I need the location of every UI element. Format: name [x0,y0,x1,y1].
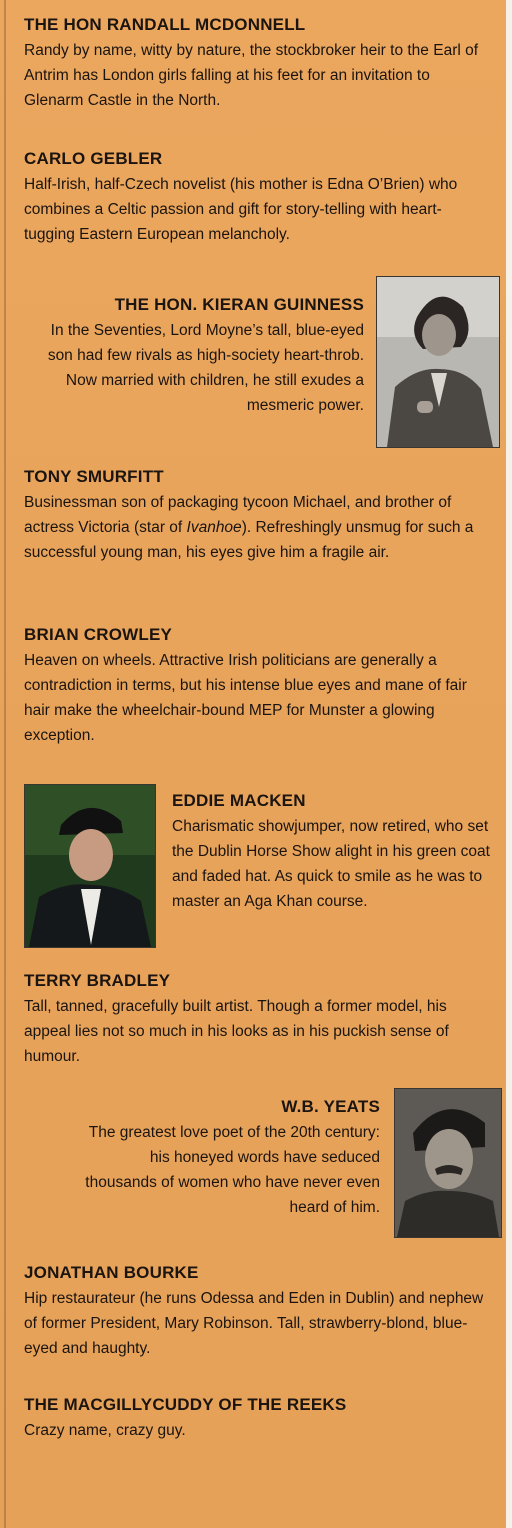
entry-blurb: The greatest love poet of the 20th century: his honeyed words have seduced thousands of women who have never even heard of him. [85,1124,380,1216]
page-margin [506,0,512,1528]
entry-name: TONY SMURFITT [24,467,164,486]
photo-eddie-macken [24,784,156,948]
portrait-image [377,277,499,447]
blurb-text: ). Refreshingly unsmug for such a successful young man, his eyes give him a fragile air. [24,519,474,561]
entry-name: THE HON RANDALL MCDONNELL [24,15,306,34]
portrait-image [25,785,155,947]
entry-macgillycuddy [24,1394,490,1443]
entry-blurb: Randy by name, witty by nature, the stockbroker heir to the Earl of Antrim has London girls falling at his feet for an invitation to Glenarm Castle in the North. [24,42,479,109]
entry-jonathan-bourke [24,1262,496,1361]
entry-eddie-macken [172,790,498,914]
entry-blurb: Half-Irish, half-Czech novelist (his mother is Edna O’Brien) who combines a Celtic passion and gift for story-telling with heart-tugging Eastern European melancholy. [24,176,458,243]
entry-blurb: Hip restaurateur (he runs Odessa and Eden in Dublin) and nephew of former President, Mary Robinson. Tall, strawberry-blond, blue-eyed and haughty. [24,1290,484,1357]
entry-blurb: Tall, tanned, gracefully built artist. Though a former model, his appeal lies not so much in his looks as in his puckish sense of humour. [24,998,449,1065]
entry-carlo-gebler [24,148,490,247]
photo-kieran-guinness [376,276,500,448]
entry-name: THE HON. KIERAN GUINNESS [114,295,364,314]
entry-name: EDDIE MACKEN [172,791,306,810]
entry-terry-bradley [24,970,490,1069]
blurb-text: Businessman son of packaging tycoon Michael, and brother of actress Victoria (star of [24,494,452,536]
entry-name: THE MACGILLYCUDDY OF THE REEKS [24,1395,347,1414]
entry-randall-mcdonnell [24,14,490,113]
photo-wb-yeats [394,1088,502,1238]
entry-name: BRIAN CROWLEY [24,625,173,644]
entry-blurb: Heaven on wheels. Attractive Irish politicians are generally a contradiction in terms, but his intense blue eyes and mane of fair hair make the wheelchair-bound MEP for Munster a glowing exception. [24,652,467,744]
entry-name: TERRY BRADLEY [24,971,171,990]
entry-blurb [24,490,496,565]
entry-blurb: Crazy name, crazy guy. [24,1422,186,1439]
page-edge-rule [4,0,6,1528]
entry-wb-yeats [84,1096,380,1220]
entry-brian-crowley [24,624,490,748]
blurb-italic-title: Ivanhoe [186,519,242,536]
entry-name: W.B. YEATS [281,1097,380,1116]
entry-name: JONATHAN BOURKE [24,1263,199,1282]
entry-kieran-guinness [24,294,364,418]
entry-blurb: In the Seventies, Lord Moyne’s tall, blue-eyed son had few rivals as high-society heart-throb. Now married with children, he still exudes a mesmeric power. [47,322,364,414]
portrait-image [395,1089,501,1237]
entry-name: CARLO GEBLER [24,149,163,168]
entry-blurb: Charismatic showjumper, now retired, who set the Dublin Horse Show alight in his green coat and faded hat. As quick to smile as he was to master an Aga Khan course. [172,818,490,910]
entry-tony-smurfitt [24,466,496,565]
